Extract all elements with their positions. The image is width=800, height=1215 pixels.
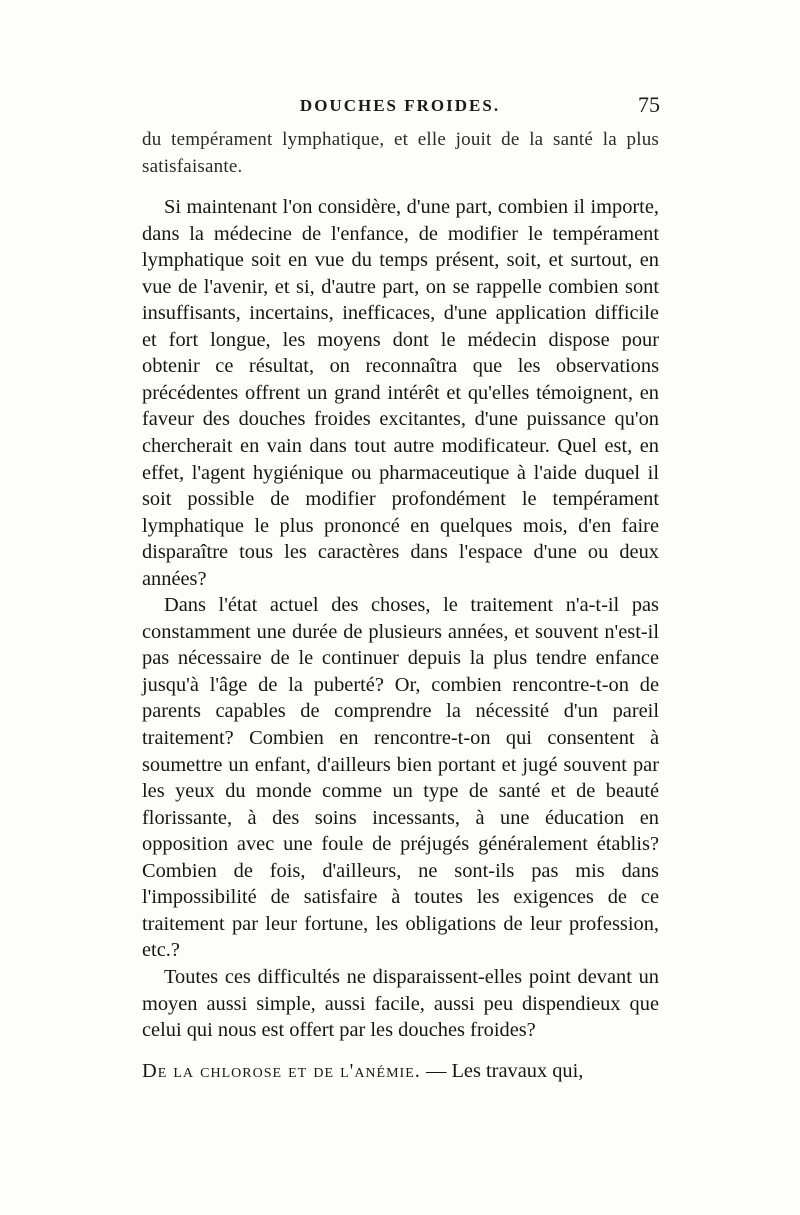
page-number: 75 [638,92,660,117]
paragraph: Si maintenant l'on considère, d'une part, combien il importe, dans la médecine de l'enfance, de modifier le tempérament lymphatique soit en vue du temps présent, soit, et surtout, en vue de l'avenir, et si, d'autre part, on se rappelle combien sont insuffisants, incertains, inefficaces, d'une application difficile et fort longue, les moyens dont le médecin dispose pour obtenir ce résultat, on reconnaîtra que les observations précédentes offrent un grand intérêt et qu'elles témoignent, en faveur des douches froides excitantes, d'une puissance qu'on chercherait en vain dans tout autre modificateur. Quel est, en effet, l'agent hygiénique ou pharmaceutique à l'aide duquel il soit possible de modifier profondément le tempérament lymphatique le plus prononcé en quelques mois, d'en faire disparaître tous les caractères dans l'espace d'une ou deux années? [142,196,659,590]
section-heading-line [142,1058,659,1085]
paragraph-gap [142,180,659,194]
page-header [140,92,660,126]
section-title: De la chlorose et de l'anémie. [142,1059,421,1082]
paragraph: Dans l'état actuel des choses, le traitement n'a-t-il pas constamment une durée de plusieurs années, et souvent n'est-il pas nécessaire de le continuer depuis la plus tendre enfance jusqu'à l'âge de la puberté? Or, combien rencontre-t-on de parents capables de comprendre la nécessité d'un pareil traitement? Combien en rencontre-t-on qui consentent à soumettre un enfant, d'ailleurs bien portant et jugé souvent par les yeux du monde comme un type de santé et de beauté florissante, à des soins incessants, à une éducation en opposition avec une foule de préjugés généralement établis? Combien de fois, d'ailleurs, ne sont-ils pas mis dans l'impossibilité de satisfaire à toutes les exigences de ce traitement par leur fortune, les obligations de leur profession, etc.? [142,594,659,962]
section-text: — Les travaux qui, [425,1059,584,1082]
body-text [142,127,659,1084]
running-title: DOUCHES FROIDES. [299,96,501,115]
paragraph: Toutes ces difficultés ne disparaissent-elles point devant un moyen aussi simple, aussi facile, aussi peu dispendieux que celui qui nous est offert par les douches froides? [142,965,659,1042]
paragraph-continuation: du tempérament lymphatique, et elle jouit de la santé la plus satisfaisante. [142,129,659,177]
